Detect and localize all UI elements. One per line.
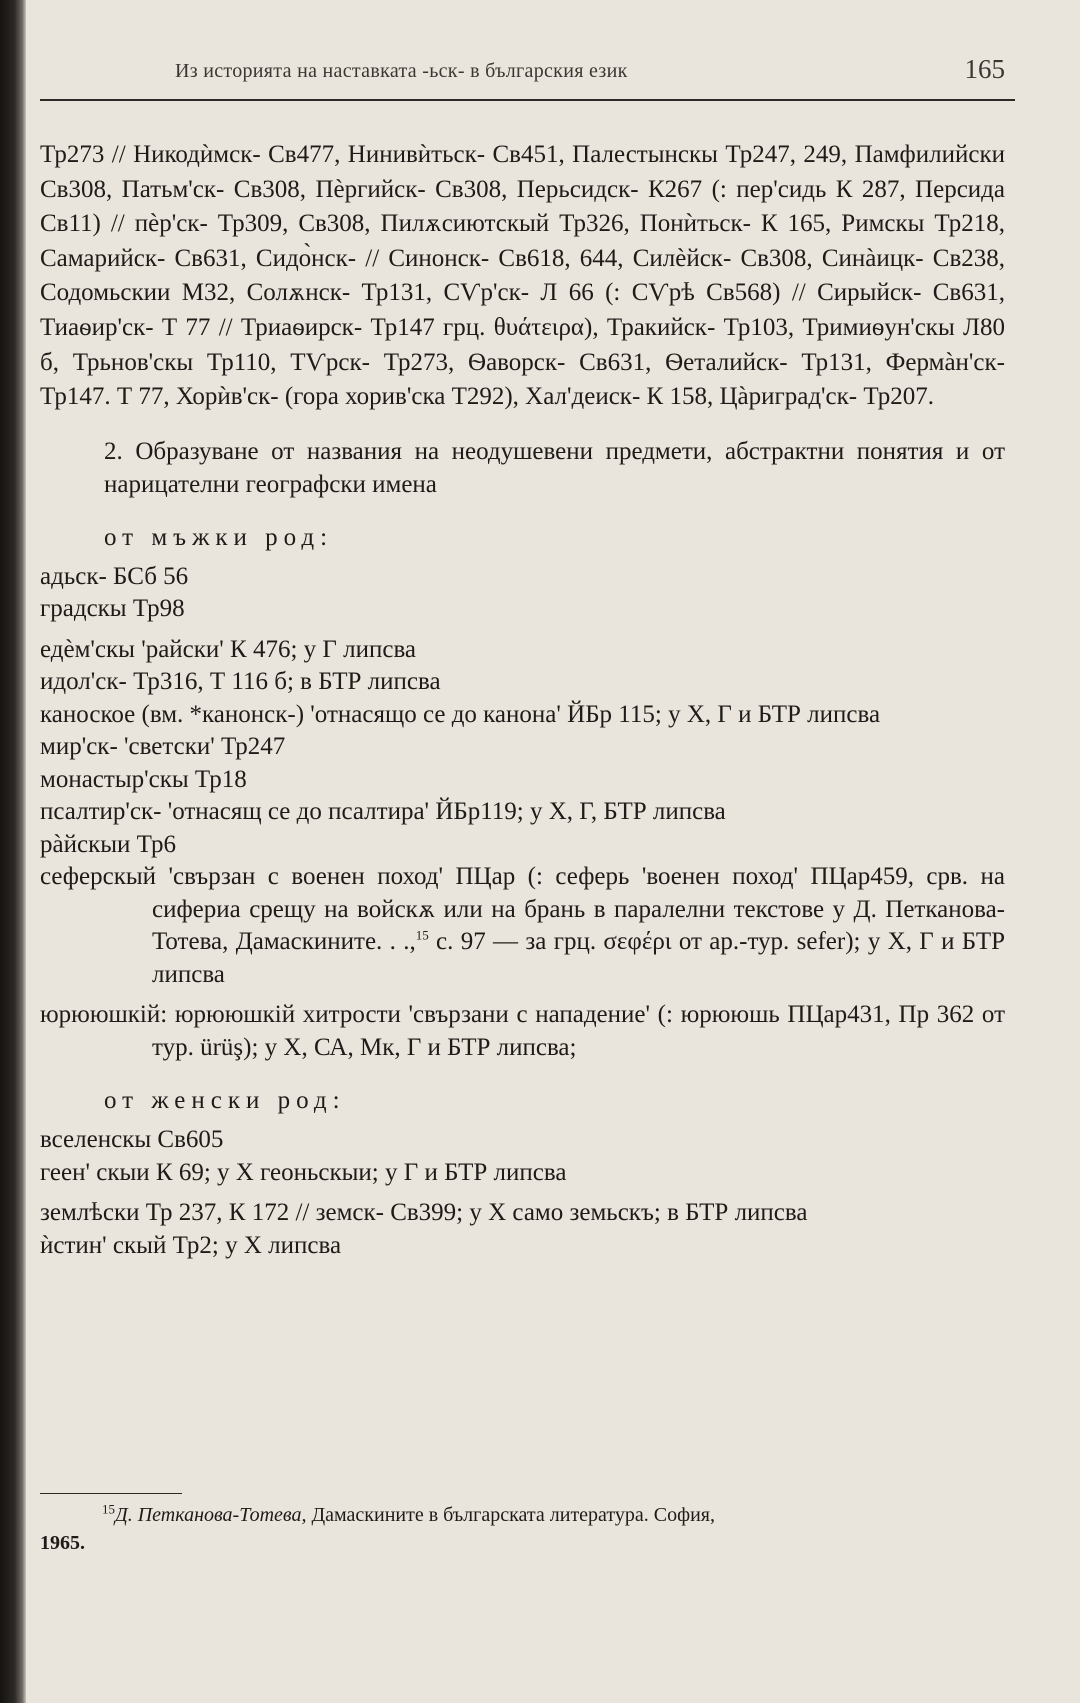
- paragraph-toponym-list: Тр273 // Никодѝмск- Св477, Нинивѝтьск- Св451, Палестынскы Тр247, 249, Памфилийски Св308, Патьм'ск- Св308, Пѐргийск- Св308, Перьсидск- К267 (: пер'сидь К 287, Персида Св11) // пѐр'ск- Тр309, Св308, Пилѫсиютскый Тр326, Понѝтьск- К 165, Римскы Тр218, Самарийск- Св631, Сидо̀нск- // Синонск- Св618, 644, Силѐйск- Св308, Синàицк- Св238, Содомьскии М32, Солѫнск- Тр131, СѴр'ск- Л 66 (: СѴрѣ Св568) // Сирыйск- Св631, Тиаѳир'ск- Т 77 // Триаѳирск- Тр147 грц. θυάτειρα), Тракийск- Тр103, Тримиѳун'скы Л80 б, Трьнов'скы Тр110, ТѴрск- Тр273, Ѳаворск- Св631, Ѳеталийск- Тр131, Фермàн'ск- Тр147. Т 77, Хорѝв'ск- (гора хорив'ска Т292), Хал'деиск- К 158, Цàриград'ск- Тр207.: [40, 141, 1005, 411]
- list-item: [40, 861, 1005, 991]
- list-item: землѣски Тр 237, К 172 // земск- Св399; у Х само земьскъ; в БТР липсва: [40, 1199, 808, 1227]
- footnote-reference: 15: [415, 927, 429, 943]
- list-item: ѝстин' скый Тр2; у Х липсва: [40, 1231, 342, 1259]
- list-item: вселенскы Св605: [40, 1126, 224, 1154]
- list-item: мир'ск- 'светски' Тр247: [40, 733, 286, 761]
- list-item: едѐм'скы 'райски' К 476; у Г липсва: [40, 635, 417, 663]
- list-item: идол'ск- Тр316, Т 116 б; в БТР липсва: [40, 668, 441, 696]
- feminine-entry-list: [40, 1124, 1005, 1262]
- page-header: [40, 52, 1055, 92]
- list-item: градскы Тр98: [40, 595, 185, 623]
- section-2-heading: 2. Образуване от названия на неодушевени предмети, абстрактни понятия и от нарицателни географски имена: [104, 437, 1005, 498]
- page-number: 165: [964, 54, 1005, 84]
- running-title: Из историята на наставката -ьск- в българския език: [175, 60, 628, 82]
- entry-seferskyi: сеферскый 'свързан с военен поход' ПЦар (: сеферь 'военен поход' ПЦар459, срв. на сифериа срещу на войскѫ или на брань в паралелни текстове у Д. Петканова-Тотева, Дамаскините. . .,: [40, 863, 1005, 956]
- masculine-heading: от мъжки род:: [104, 523, 334, 551]
- book-page: [40, 0, 1055, 1703]
- list-item: псалтир'ск- 'отнасящ се до псалтира' ЙБр119; у Х, Г, БТР липсва: [40, 798, 726, 826]
- entry-seferskyi-tail: с. 97 — за грц. σεφέρι от ар.-тур. sefer); у Х, Г и БТР липсва: [152, 928, 1005, 988]
- book-spine-shadow: [0, 0, 26, 1703]
- header-rule: [40, 99, 1015, 101]
- list-item: монастыр'скы Тр18: [40, 765, 247, 793]
- list-item: каноское (вм. *канонск-) 'отнасящо се до канона' ЙБр 115; у Х, Г и БТР липсва: [40, 700, 881, 728]
- list-item: рàйскыи Тр6: [40, 830, 176, 858]
- list-item: юрююшкій: юрююшкій хитрости 'свързани с нападение' (: юрююшь ПЦар431, Пр 362 от тур. ürüş); у Х, СА, Мк, Г и БТР липсва;: [40, 1001, 1005, 1061]
- masculine-entry-list: [40, 561, 1005, 1065]
- list-item: адьск- БСб 56: [40, 562, 189, 590]
- footnote-author: Д. Петканова-Тотева,: [115, 1504, 307, 1526]
- footnote-text: Дамаскините в българската литература. София,: [311, 1504, 715, 1526]
- footnote-number: 15: [102, 1501, 115, 1517]
- feminine-heading: от женски род:: [104, 1087, 346, 1115]
- footnote-year: 1965.: [40, 1532, 85, 1554]
- page-body: [40, 138, 1005, 1262]
- list-item: геен' скыи К 69; у Х геоньскыи; у Г и БТР липсва: [40, 1158, 567, 1186]
- footnote-rule: [40, 1493, 182, 1494]
- footnote: [40, 1501, 1005, 1557]
